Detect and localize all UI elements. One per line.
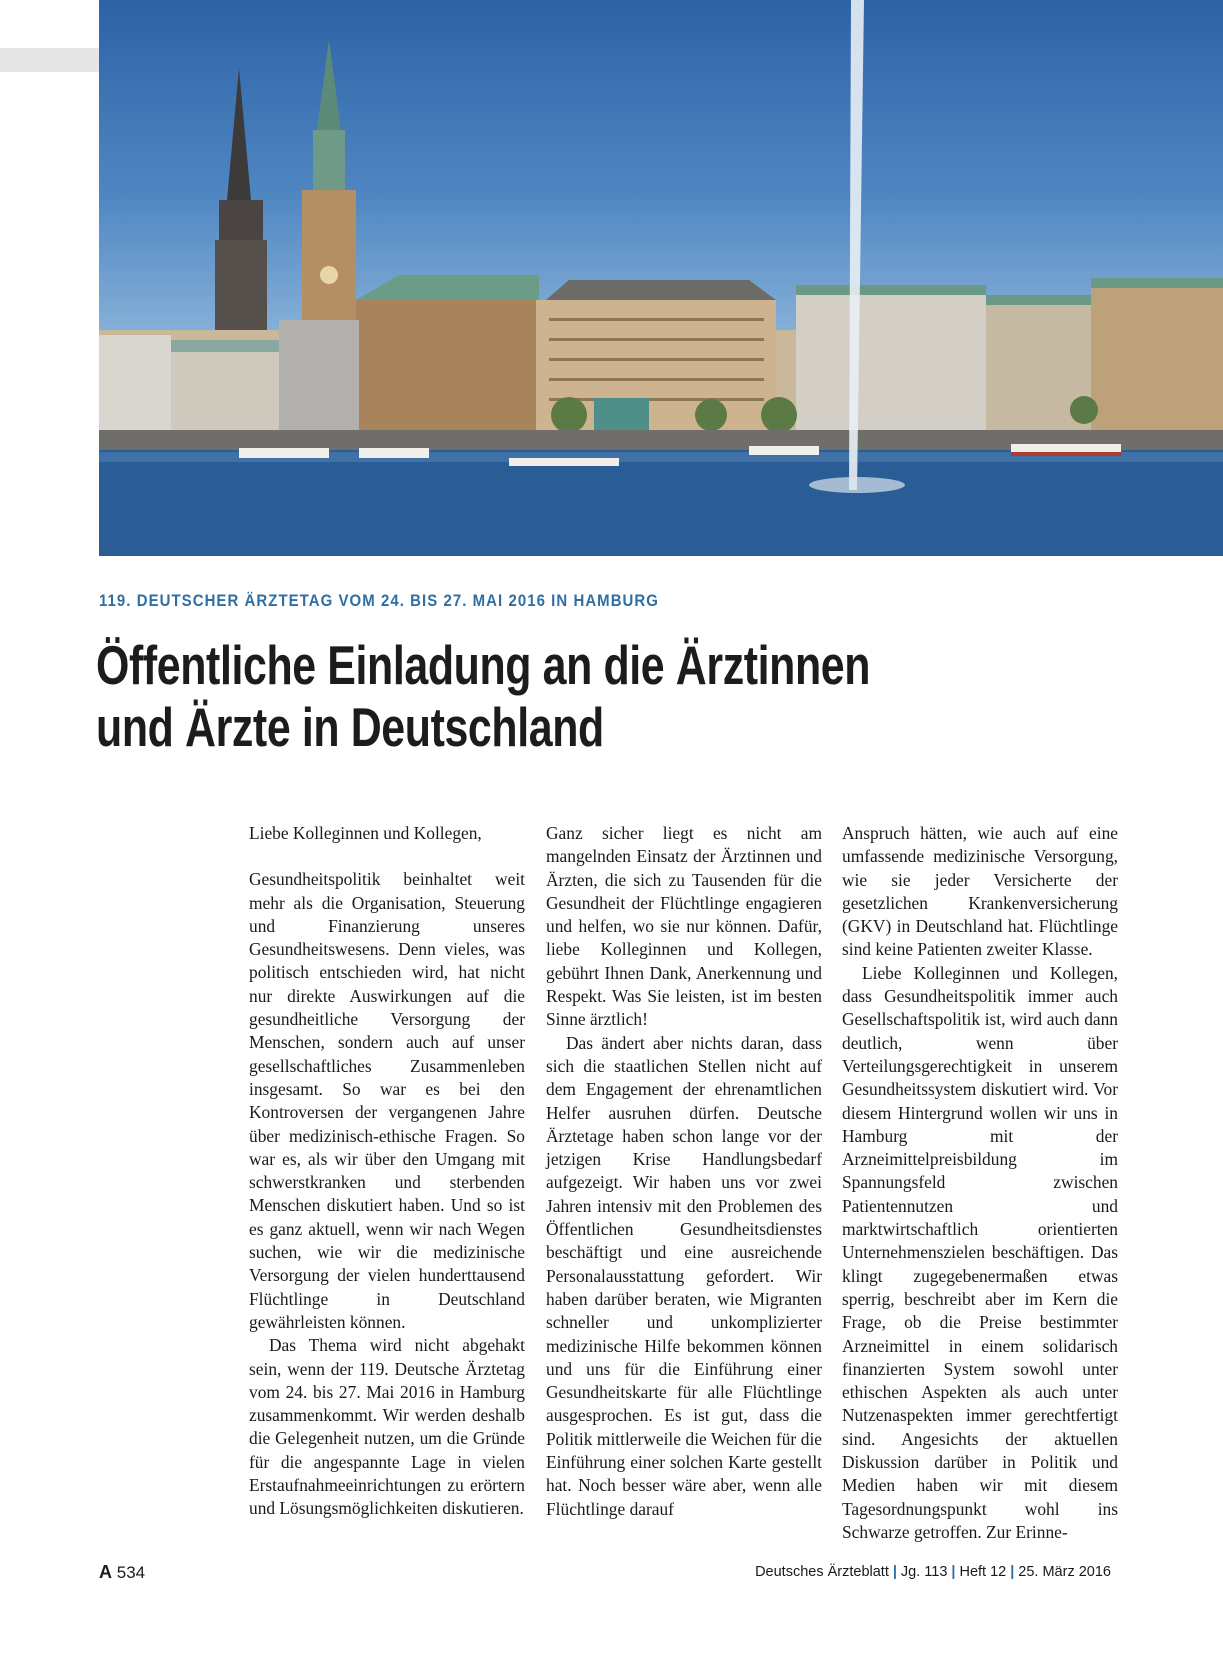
text-column-2 bbox=[546, 822, 822, 1521]
separator: | bbox=[951, 1564, 956, 1580]
headline-line-2: und Ärzte in Deutschland bbox=[96, 696, 604, 758]
paragraph: Gesundheitspolitik beinhaltet weit mehr als die Organisation, Steuerung und Finanzierung unseres Gesundheitswesens. Denn vieles, was politisch entschieden wird, hat nicht nur direkte Auswirkungen auf die gesundheitliche Versorgung der Menschen, sondern auch auf unser gesellschaftliches Zusammenleben insgesamt. So war es bei den Kontroversen der vergangenen Jahre über medizinisch-ethische Fragen. So war es, als wir über den Umgang mit schwerstkranken und sterbenden Menschen diskutiert haben. Und so ist es ganz aktuell, wenn wir nach Wegen suchen, wie wir die medizinische Versorgung der vielen hunderttausend Flüchtlinge in Deutschland gewährleisten können. bbox=[249, 869, 525, 1332]
journal-volume: Jg. 113 bbox=[900, 1564, 948, 1580]
paragraph: Das Thema wird nicht abgehakt sein, wenn der 119. Deutsche Ärztetag vom 24. bis 27. Mai 2016 in Hamburg zusammenkommt. Wir werden deshalb die Gelegenheit nutzen, um die Gründe für die angespannte Lage in vielen Erstaufnahmeeinrichtungen zu erörtern und Lösungsmöglichkeiten diskutieren. bbox=[249, 1335, 525, 1519]
skyline-illustration bbox=[99, 0, 1223, 556]
paragraph: Ganz sicher liegt es nicht am mangelnden Einsatz der Ärztinnen und Ärzten, die sich zu Tausenden für die Gesundheit der Flüchtlinge engagieren und helfen, wo sie nur können. Dafür, liebe Kolleginnen und Kollegen, gebührt Ihnen Dank, Anerkennung und Respekt. Was Sie leisten, ist im besten Sinne ärztlich! bbox=[546, 823, 822, 1030]
separator: | bbox=[892, 1564, 897, 1580]
headline-line-1: Öffentliche Einladung an die Ärztinnen bbox=[96, 634, 871, 696]
journal-date: 25. März 2016 bbox=[1018, 1564, 1111, 1580]
page-number: 534 bbox=[116, 1563, 146, 1582]
text-column-3 bbox=[842, 822, 1118, 1544]
paragraph: Das ändert aber nichts daran, dass sich die staatlichen Stellen nicht auf dem Engagement der ehrenamtlichen Helfer ausruhen dürfen. Deutsche Ärztetage haben schon lange vor der jetzigen Krise Handlungsbedarf aufgezeigt. Wir haben uns vor zwei Jahren intensiv mit den Problemen des Öffentlichen Gesundheitsdienstes beschäftigt und eine ausreichende Personalausstattung gefordert. Wir haben darüber beraten, wie Migranten schneller und unkomplizierter medizinische Hilfe bekommen können und uns für die Einführung einer Gesundheitskarte für alle Flüchtlinge ausgesprochen. Es ist gut, dass die Politik mittlerweile die Weichen für die Einführung einer solchen Karte gestellt hat. Noch besser wäre aber, wenn alle Flüchtlinge darauf bbox=[546, 1032, 822, 1519]
page-folio bbox=[99, 1562, 145, 1583]
article-headline bbox=[96, 634, 870, 758]
salutation: Liebe Kolleginnen und Kollegen, bbox=[249, 823, 482, 843]
journal-issue: Heft 12 bbox=[959, 1564, 1007, 1580]
journal-info bbox=[755, 1564, 1111, 1580]
paragraph: Anspruch hätten, wie auch auf eine umfassende medizinische Versorgung, wie sie jeder Versicherte der gesetzlichen Krankenversicherung (GKV) in Deutschland hat. Flüchtlinge sind keine Patienten zweiter Klasse. bbox=[842, 823, 1118, 960]
text-column-1 bbox=[249, 822, 525, 1521]
journal-name: Deutsches Ärzteblatt bbox=[755, 1564, 889, 1580]
hamburg-skyline-photo bbox=[99, 0, 1223, 556]
section-letter: A bbox=[99, 1562, 112, 1582]
corner-tab bbox=[0, 48, 99, 72]
kicker-line: 119. DEUTSCHER ÄRZTETAG VOM 24. BIS 27. MAI 2016 IN HAMBURG bbox=[99, 591, 659, 610]
separator: | bbox=[1010, 1564, 1015, 1580]
paragraph: Liebe Kolleginnen und Kollegen, dass Gesundheitspolitik immer auch Gesellschaftspolitik ist, wird auch dann deutlich, wenn über Verteilungsgerechtigkeit in unserem Gesundheitssystem diskutiert wird. Vor diesem Hintergrund wollen wir uns in Hamburg mit der Arzneimittelpreisbildung im Spannungsfeld zwischen Patientennutzen und marktwirtschaftlich orientierten Unternehmenszielen beschäftigen. Das klingt zugegebenermaßen etwas sperrig, beschreibt aber im Kern die Frage, ob die Preise bestimmter Arzneimittel in einem solidarisch finanzierten System sowohl unter ethischen Aspekten als auch unter Nutzenaspekten immer gerechtfertigt sind. Angesichts der aktuellen Diskussion darüber in Politik und Medien haben wir mit diesem Tagesordnungspunkt wohl ins Schwarze getroffen. Zur Erinne- bbox=[842, 962, 1118, 1542]
